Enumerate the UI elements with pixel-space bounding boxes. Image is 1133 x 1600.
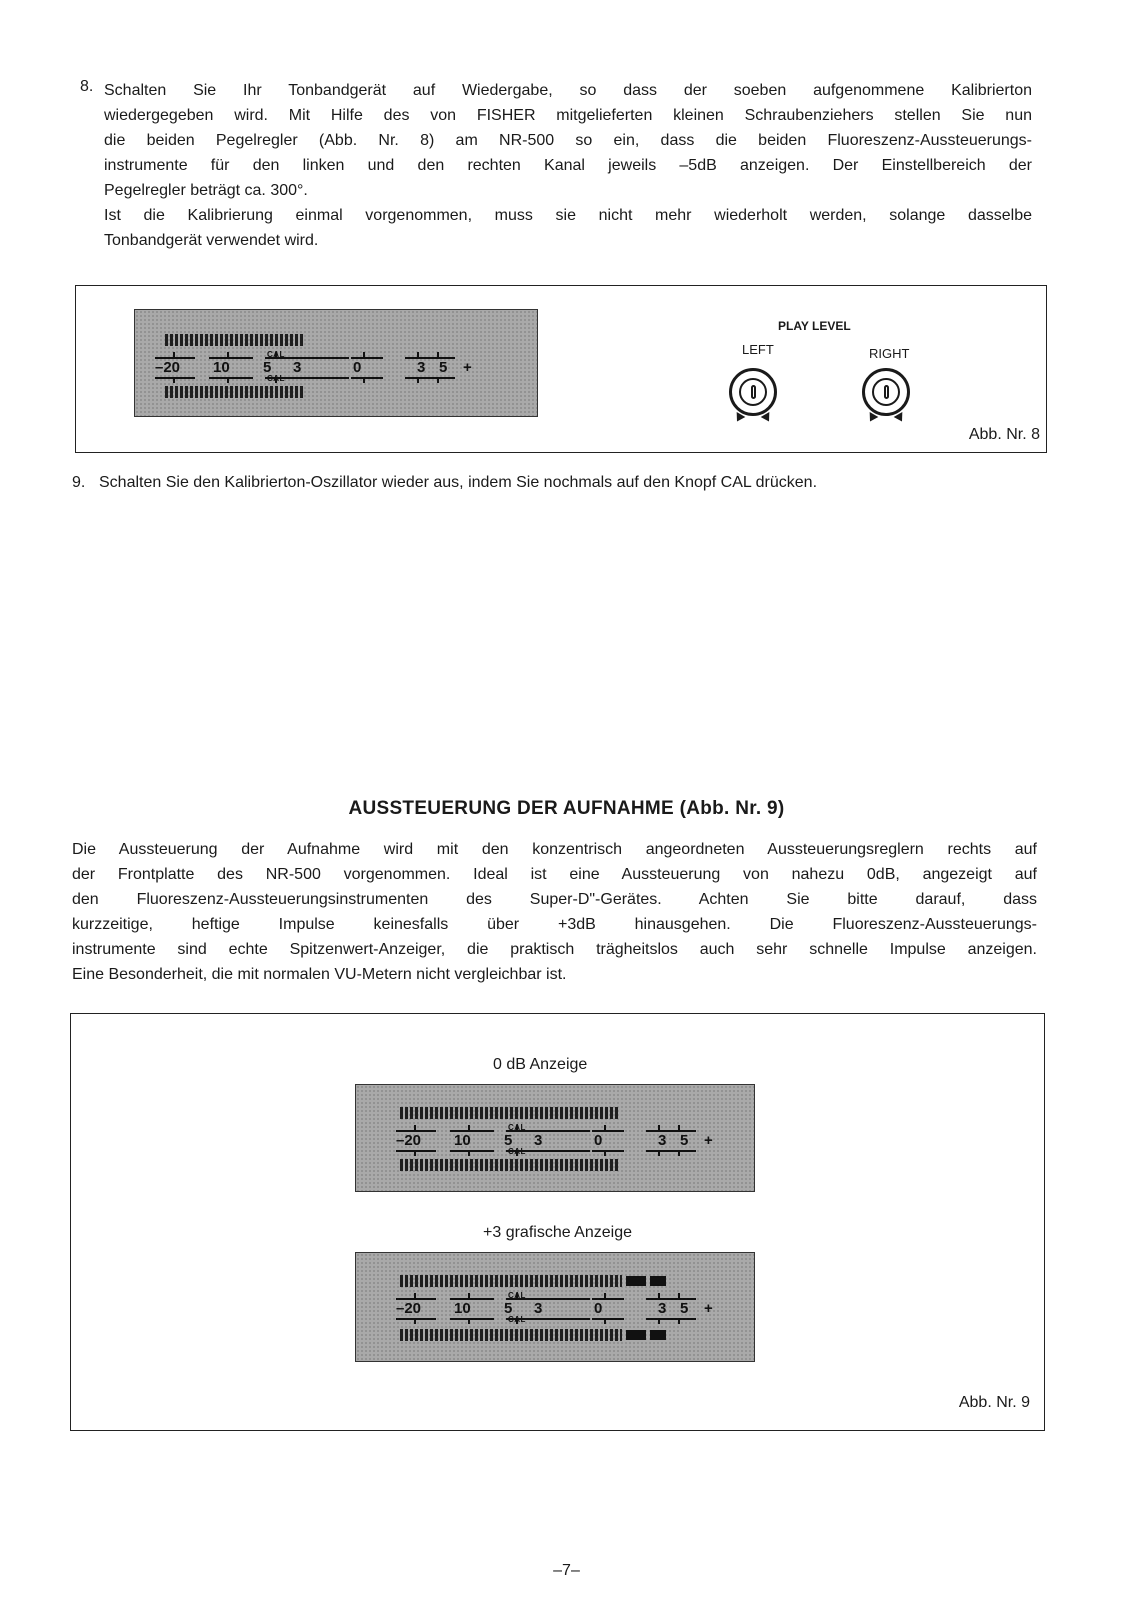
scale-rule: [405, 377, 455, 379]
meter-plus3: [355, 1252, 755, 1362]
text-line: Ist die Kalibrierung einmal vorgenommen, muss sie nicht mehr wiederholt werden, solange dasselbe: [104, 207, 1032, 224]
scale-rule: [592, 1318, 624, 1320]
scale-tick: [468, 1150, 470, 1156]
left-label: LEFT: [742, 342, 774, 357]
step-9-number: 9.: [72, 474, 86, 491]
scale-tick: [604, 1125, 606, 1131]
page-number: –7–: [553, 1562, 580, 1579]
scale-rule: [450, 1318, 494, 1320]
scale-tick: [604, 1150, 606, 1156]
scale-tick: [417, 352, 419, 358]
text-line: kurzzeitige, heftige Impulse keinesfalls über +3dB hinausgehen. Die Fluoreszenz-Aussteuerungs-: [72, 916, 1037, 933]
scale-tick: [658, 1293, 660, 1299]
scale-label: 5: [504, 1132, 513, 1149]
text-line: Eine Besonderheit, die mit normalen VU-Metern nicht vergleichbar ist.: [72, 966, 567, 983]
scale-tick: [604, 1293, 606, 1299]
cal-label: CAL: [508, 1291, 526, 1300]
step-9-text: Schalten Sie den Kalibrierton-Oszillator wieder aus, indem Sie nochmals auf den Knopf CAL drücken.: [99, 474, 818, 491]
meter-segments-top: [165, 334, 305, 346]
scale-rule: [546, 1318, 590, 1320]
peak-segment: [650, 1330, 666, 1340]
scale-rule: [305, 357, 349, 359]
scale-rule: [351, 377, 383, 379]
step-8-text: [104, 78, 1032, 253]
scale-label: 5: [504, 1300, 513, 1317]
meter-scale: [396, 1293, 736, 1323]
rotate-left-arrow-icon: [866, 412, 879, 424]
scale-label: +: [463, 359, 472, 376]
scale-rule: [305, 377, 349, 379]
figure-9-caption: Abb. Nr. 9: [958, 1394, 1030, 1411]
rotate-left-arrow-icon: [733, 412, 746, 424]
cal-label: CAL: [508, 1315, 526, 1324]
scale-label: 10: [213, 359, 230, 376]
scale-label: 3: [658, 1132, 667, 1149]
text-line: Schalten Sie Ihr Tonbandgerät auf Wiedergabe, so dass der soeben aufgenommene Kalibrierton: [104, 82, 1032, 99]
text-line: den Fluoreszenz-Aussteuerungsinstrumenten des Super-D"-Gerätes. Achten Sie bitte darauf, dass: [72, 891, 1037, 908]
scale-tick: [414, 1150, 416, 1156]
scale-label: 0: [594, 1132, 603, 1149]
scale-tick: [678, 1150, 680, 1156]
scale-label: 0: [594, 1300, 603, 1317]
text-line: Die Aussteuerung der Aufnahme wird mit den konzentrisch angeordneten Aussteuerungsreglern rechts auf: [72, 841, 1037, 858]
scale-rule: [592, 1150, 624, 1152]
screwdriver-slot-icon: [751, 385, 756, 399]
text-line: die beiden Pegelregler (Abb. Nr. 8) am NR-500 so ein, dass die beiden Fluoreszenz-Aussteuerungs-: [104, 132, 1032, 149]
meter-segments-top: [400, 1275, 622, 1287]
label-0db: 0 dB Anzeige: [493, 1056, 588, 1073]
scale-rule: [155, 377, 195, 379]
right-level-knob[interactable]: [862, 368, 910, 416]
scale-label: 3: [534, 1132, 543, 1149]
scale-label: 0: [353, 359, 362, 376]
scale-label: +: [704, 1132, 713, 1149]
scale-tick: [678, 1125, 680, 1131]
scale-tick: [658, 1318, 660, 1324]
text-line: der Frontplatte des NR-500 vorgenommen. Ideal ist eine Aussteuerung von nahezu 0dB, angezeigt auf: [72, 866, 1037, 883]
meter-0db: [355, 1084, 755, 1192]
scale-tick: [227, 352, 229, 358]
scale-tick: [414, 1125, 416, 1131]
cal-label: CAL: [267, 374, 285, 383]
peak-segment: [626, 1276, 646, 1286]
scale-tick: [678, 1293, 680, 1299]
scale-rule: [646, 1298, 696, 1300]
scale-label: 5: [680, 1132, 689, 1149]
scale-rule: [396, 1150, 436, 1152]
meter-segments-bottom: [400, 1159, 618, 1171]
play-level-label: PLAY LEVEL: [778, 319, 851, 333]
cal-label: CAL: [267, 350, 285, 359]
meter-segments-top: [400, 1107, 618, 1119]
left-level-knob[interactable]: [729, 368, 777, 416]
meter-segments-bottom: [165, 386, 305, 398]
label-plus3: +3 grafische Anzeige: [483, 1224, 632, 1241]
scale-label: –20: [396, 1132, 422, 1149]
scale-label: –20: [396, 1300, 422, 1317]
meter-scale: [396, 1125, 736, 1155]
text-line: instrumente für den linken und den rechten Kanal jeweils –5dB anzeigen. Der Einstellbereich der: [104, 157, 1032, 174]
scale-rule: [396, 1318, 436, 1320]
scale-tick: [173, 352, 175, 358]
rotate-right-arrow-icon: [761, 412, 774, 424]
text-line: Pegelregler beträgt ca. 300°.: [104, 182, 308, 199]
scale-label: 3: [534, 1300, 543, 1317]
scale-tick: [414, 1293, 416, 1299]
scale-label: 5: [263, 359, 272, 376]
scale-rule: [646, 1150, 696, 1152]
scale-tick: [658, 1125, 660, 1131]
scale-rule: [646, 1130, 696, 1132]
scale-rule: [209, 377, 253, 379]
figure-8-caption: Abb. Nr. 8: [968, 426, 1040, 443]
section-text: [72, 837, 1037, 987]
figure-8: [75, 285, 1047, 453]
knob-inner: [872, 378, 900, 406]
right-label: RIGHT: [869, 346, 910, 361]
scale-rule: [546, 1150, 590, 1152]
cal-label: CAL: [508, 1147, 526, 1156]
scale-tick: [678, 1318, 680, 1324]
scale-rule: [546, 1130, 590, 1132]
step-8-number: 8.: [80, 78, 94, 95]
figure-9: [70, 1013, 1045, 1431]
text-line: wiedergegeben wird. Mit Hilfe des von FISHER mitgelieferten kleinen Schraubenziehers stellen Sie nun: [104, 107, 1032, 124]
scale-label: +: [704, 1300, 713, 1317]
scale-rule: [450, 1150, 494, 1152]
scale-tick: [604, 1318, 606, 1324]
scale-rule: [546, 1298, 590, 1300]
knob-inner: [739, 378, 767, 406]
scale-label: 3: [293, 359, 302, 376]
text-line: instrumente sind echte Spitzenwert-Anzeiger, die praktisch trägheitslos auch sehr schnelle Impulse anzeigen.: [72, 941, 1037, 958]
scale-rule: [646, 1318, 696, 1320]
scale-tick: [658, 1150, 660, 1156]
scale-label: 5: [680, 1300, 689, 1317]
scale-tick: [363, 377, 365, 383]
screwdriver-slot-icon: [884, 385, 889, 399]
scale-tick: [227, 377, 229, 383]
text-line: Tonbandgerät verwendet wird.: [104, 232, 319, 249]
scale-label: –20: [155, 359, 181, 376]
scale-tick: [363, 352, 365, 358]
scale-label: 3: [658, 1300, 667, 1317]
scale-rule: [405, 357, 455, 359]
scale-tick: [468, 1318, 470, 1324]
scale-tick: [468, 1293, 470, 1299]
scale-label: 5: [439, 359, 448, 376]
peak-segment: [650, 1276, 666, 1286]
scale-tick: [437, 352, 439, 358]
scale-label: 3: [417, 359, 426, 376]
meter-segments-bottom: [400, 1329, 622, 1341]
scale-tick: [468, 1125, 470, 1131]
scale-tick: [173, 377, 175, 383]
meter-scale: [155, 352, 495, 382]
rotate-right-arrow-icon: [894, 412, 907, 424]
level-meter: [134, 309, 538, 417]
scale-label: 10: [454, 1132, 471, 1149]
scale-tick: [437, 377, 439, 383]
scale-label: 10: [454, 1300, 471, 1317]
scale-tick: [417, 377, 419, 383]
section-heading: AUSSTEUERUNG DER AUFNAHME (Abb. Nr. 9): [348, 798, 785, 819]
cal-label: CAL: [508, 1123, 526, 1132]
scale-tick: [414, 1318, 416, 1324]
peak-segment: [626, 1330, 646, 1340]
